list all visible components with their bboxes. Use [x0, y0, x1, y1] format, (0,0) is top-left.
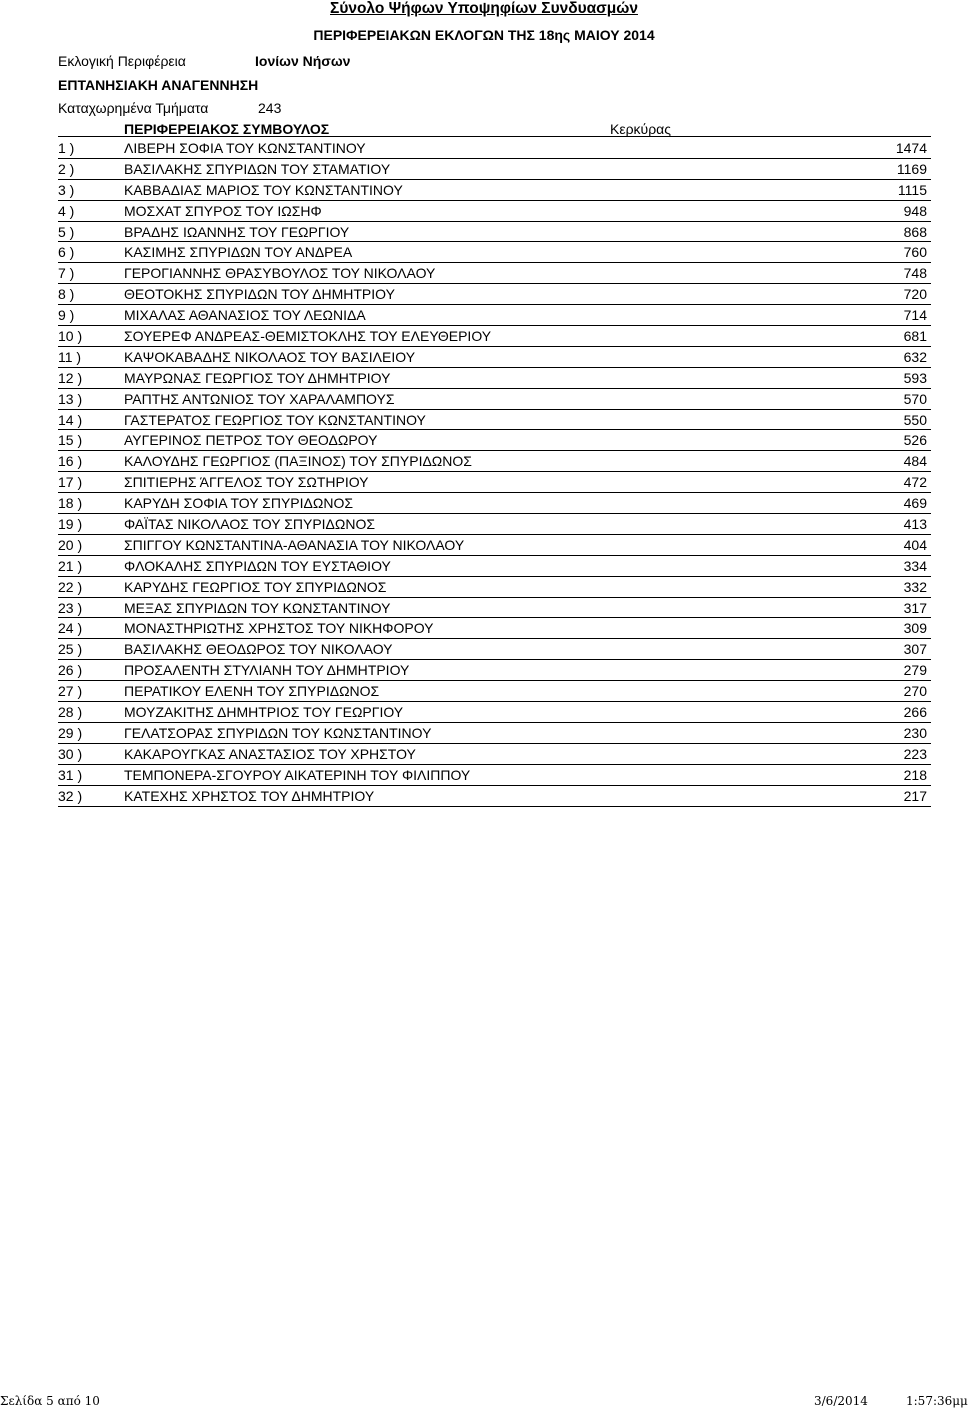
table-row [58, 744, 931, 765]
council-label: ΠΕΡΙΦΕΡΕΙΑΚΟΣ ΣΥΜΒΟΥΛΟΣ [124, 121, 330, 137]
candidate-name: ΜΟΣΧΑΤ ΣΠΥΡΟΣ ΤΟΥ ΙΩΣΗΦ [124, 202, 322, 219]
candidate-number: 4 ) [58, 202, 75, 219]
candidate-votes: 217 [903, 787, 927, 804]
candidate-name: ΚΑΡΥΔΗ ΣΟΦΙΑ ΤΟΥ ΣΠΥΡΙΔΩΝΟΣ [124, 495, 353, 512]
table-row [58, 284, 931, 305]
candidate-votes: 526 [903, 432, 927, 449]
table-row [58, 242, 931, 263]
candidate-votes: 279 [903, 662, 927, 679]
candidate-name: ΣΠΙΤΙΕΡΗΣ ΆΓΓΕΛΟΣ ΤΟΥ ΣΩΤΗΡΙΟΥ [124, 474, 369, 491]
candidate-votes: 1169 [896, 160, 927, 177]
table-row [58, 577, 931, 598]
candidate-number: 20 ) [58, 536, 83, 553]
candidate-number: 3 ) [58, 181, 75, 198]
candidate-list [58, 138, 931, 807]
candidate-name: ΓΑΣΤΕΡΑΤΟΣ ΓΕΩΡΓΙΟΣ ΤΟΥ ΚΩΝΣΤΑΝΤΙΝΟΥ [124, 411, 426, 428]
candidate-votes: 266 [903, 704, 927, 721]
candidate-votes: 760 [903, 244, 927, 261]
candidate-number: 9 ) [58, 307, 75, 324]
table-row [58, 639, 931, 660]
candidate-votes: 317 [903, 599, 927, 616]
candidate-name: ΚΑΚΑΡΟΥΓΚΑΣ ΑΝΑΣΤΑΣΙΟΣ ΤΟΥ ΧΡΗΣΤΟΥ [124, 745, 416, 762]
candidate-name: ΣΠΙΓΓΟΥ ΚΩΝΣΤΑΝΤΙΝΑ-ΑΘΑΝΑΣΙΑ ΤΟΥ ΝΙΚΟΛΑΟΥ [124, 536, 465, 553]
candidate-votes: 720 [903, 286, 927, 303]
table-row [58, 305, 931, 326]
candidate-votes: 484 [903, 453, 927, 470]
print-date: 3/6/2014 [814, 1394, 868, 1408]
candidate-number: 12 ) [58, 369, 83, 386]
candidate-votes: 334 [903, 557, 927, 574]
sections-value: 243 [258, 100, 282, 116]
candidate-name: ΚΑΒΒΑΔΙΑΣ ΜΑΡΙΟΣ ΤΟΥ ΚΩΝΣΤΑΝΤΙΝΟΥ [124, 181, 403, 198]
candidate-number: 30 ) [58, 745, 83, 762]
candidate-votes: 550 [903, 411, 927, 428]
candidate-name: ΑΥΓΕΡΙΝΟΣ ΠΕΤΡΟΣ ΤΟΥ ΘΕΟΔΩΡΟΥ [124, 432, 378, 449]
sections-label: Καταχωρημένα Τμήματα [58, 100, 209, 116]
candidate-votes: 593 [903, 369, 927, 386]
candidate-number: 6 ) [58, 244, 75, 261]
candidate-name: ΚΑΛΟΥΔΗΣ ΓΕΩΡΓΙΟΣ (ΠΑΞΙΝΟΣ) ΤΟΥ ΣΠΥΡΙΔΩΝΟΣ [124, 453, 472, 470]
table-row [58, 389, 931, 410]
candidate-votes: 270 [903, 683, 927, 700]
candidate-name: ΜΙΧΑΛΑΣ ΑΘΑΝΑΣΙΟΣ ΤΟΥ ΛΕΩΝΙΔΑ [124, 307, 366, 324]
candidate-name: ΜΑΥΡΩΝΑΣ ΓΕΩΡΓΙΟΣ ΤΟΥ ΔΗΜΗΤΡΙΟΥ [124, 369, 391, 386]
table-row [58, 410, 931, 431]
candidate-name: ΚΑΨΟΚΑΒΑΔΗΣ ΝΙΚΟΛΑΟΣ ΤΟΥ ΒΑΣΙΛΕΙΟΥ [124, 348, 416, 365]
candidate-name: ΚΑΡΥΔΗΣ ΓΕΩΡΓΙΟΣ ΤΟΥ ΣΠΥΡΙΔΩΝΟΣ [124, 578, 387, 595]
candidate-number: 24 ) [58, 620, 83, 637]
candidate-votes: 1474 [895, 140, 927, 156]
table-row [58, 159, 931, 180]
candidate-name: ΜΕΞΑΣ ΣΠΥΡΙΔΩΝ ΤΟΥ ΚΩΝΣΤΑΝΤΙΝΟΥ [124, 599, 391, 616]
candidate-votes: 868 [903, 223, 927, 240]
table-row [58, 201, 931, 222]
unit-label: Κερκύρας [610, 121, 672, 137]
table-row [58, 598, 931, 619]
candidate-name: ΓΕΛΑΤΣΟΡΑΣ ΣΠΥΡΙΔΩΝ ΤΟΥ ΚΩΝΣΤΑΝΤΙΝΟΥ [124, 724, 432, 741]
candidate-votes: 472 [903, 474, 927, 491]
candidate-number: 23 ) [58, 599, 83, 616]
table-row [58, 556, 931, 577]
candidate-number: 28 ) [58, 704, 83, 721]
candidate-votes: 681 [903, 328, 927, 345]
candidate-number: 27 ) [58, 683, 83, 700]
candidate-votes: 218 [903, 766, 927, 783]
candidate-votes: 307 [903, 641, 927, 658]
table-row [58, 138, 931, 159]
candidate-votes: 469 [903, 495, 927, 512]
report-subtitle: ΠΕΡΙΦΕΡΕΙΑΚΩΝ ΕΚΛΟΓΩΝ ΤΗΣ 18ης ΜΑΙΟΥ 2014 [313, 27, 655, 43]
candidate-votes: 1115 [897, 181, 927, 198]
table-row [58, 765, 931, 786]
table-row [58, 347, 931, 368]
candidate-votes: 230 [903, 724, 927, 741]
header-divider [58, 136, 931, 137]
candidate-name: ΠΡΟΣΑΛΕΝΤΗ ΣΤΥΛΙΑΝΗ ΤΟΥ ΔΗΜΗΤΡΙΟΥ [124, 662, 410, 679]
region-value: Ιονίων Νήσων [255, 53, 351, 69]
candidate-number: 5 ) [58, 223, 75, 240]
table-row [58, 660, 931, 681]
candidate-votes: 413 [903, 516, 927, 533]
candidate-number: 8 ) [58, 286, 75, 303]
candidate-votes: 714 [903, 307, 927, 324]
candidate-number: 21 ) [58, 557, 83, 574]
table-row [58, 535, 931, 556]
candidate-number: 15 ) [58, 432, 83, 449]
candidate-number: 7 ) [58, 265, 75, 282]
candidate-name: ΜΟΥΖΑΚΙΤΗΣ ΔΗΜΗΤΡΙΟΣ ΤΟΥ ΓΕΩΡΓΙΟΥ [124, 704, 404, 721]
table-row [58, 472, 931, 493]
candidate-name: ΚΑΣΙΜΗΣ ΣΠΥΡΙΔΩΝ ΤΟΥ ΑΝΔΡΕΑ [124, 244, 353, 261]
table-row [58, 514, 931, 535]
candidate-number: 26 ) [58, 662, 83, 679]
candidate-number: 13 ) [58, 390, 83, 407]
candidate-name: ΣΟΥΕΡΕΦ ΑΝΔΡΕΑΣ-ΘΕΜΙΣΤΟΚΛΗΣ ΤΟΥ ΕΛΕΥΘΕΡΙΟΥ [124, 328, 492, 345]
table-row [58, 368, 931, 389]
candidate-name: ΛΙΒΕΡΗ ΣΟΦΙΑ ΤΟΥ ΚΩΝΣΤΑΝΤΙΝΟΥ [124, 140, 366, 156]
candidate-number: 14 ) [58, 411, 83, 428]
candidate-votes: 570 [903, 390, 927, 407]
table-row [58, 326, 931, 347]
candidate-number: 18 ) [58, 495, 83, 512]
candidate-number: 29 ) [58, 724, 83, 741]
candidate-name: ΒΡΑΔΗΣ ΙΩΑΝΝΗΣ ΤΟΥ ΓΕΩΡΓΙΟΥ [124, 223, 350, 240]
table-row [58, 222, 931, 243]
candidate-number: 32 ) [58, 787, 83, 804]
table-row [58, 180, 931, 201]
candidate-number: 31 ) [58, 766, 83, 783]
report-title: Σύνολο Ψήφων Υποψηφίων Συνδυασμών [330, 0, 638, 17]
candidate-name: ΜΟΝΑΣΤΗΡΙΩΤΗΣ ΧΡΗΣΤΟΣ ΤΟΥ ΝΙΚΗΦΟΡΟΥ [124, 620, 434, 637]
table-row [58, 263, 931, 284]
candidate-name: ΤΕΜΠΟΝΕΡΑ-ΣΓΟΥΡΟΥ ΑΙΚΑΤΕΡΙΝΗ ΤΟΥ ΦΙΛΙΠΠΟΥ [124, 766, 471, 783]
candidate-name: ΘΕΟΤΟΚΗΣ ΣΠΥΡΙΔΩΝ ΤΟΥ ΔΗΜΗΤΡΙΟΥ [124, 286, 395, 303]
region-label: Εκλογική Περιφέρεια [58, 53, 186, 69]
candidate-name: ΦΛΟΚΑΛΗΣ ΣΠΥΡΙΔΩΝ ΤΟΥ ΕΥΣΤΑΘΙΟΥ [124, 557, 391, 574]
table-row [58, 702, 931, 723]
candidate-name: ΠΕΡΑΤΙΚΟΥ ΕΛΕΝΗ ΤΟΥ ΣΠΥΡΙΔΩΝΟΣ [124, 683, 380, 700]
party-name: ΕΠΤΑΝΗΣΙΑΚΗ ΑΝΑΓΕΝΝΗΣΗ [58, 77, 259, 93]
candidate-name: ΒΑΣΙΛΑΚΗΣ ΘΕΟΔΩΡΟΣ ΤΟΥ ΝΙΚΟΛΑΟΥ [124, 641, 393, 658]
candidate-number: 10 ) [58, 328, 83, 345]
candidate-number: 17 ) [58, 474, 83, 491]
candidate-votes: 404 [903, 536, 927, 553]
candidate-name: ΚΑΤΕΧΗΣ ΧΡΗΣΤΟΣ ΤΟΥ ΔΗΜΗΤΡΙΟΥ [124, 787, 375, 804]
candidate-number: 16 ) [58, 453, 83, 470]
candidate-name: ΦΑΪΤΑΣ ΝΙΚΟΛΑΟΣ ΤΟΥ ΣΠΥΡΙΔΩΝΟΣ [124, 516, 376, 533]
table-row [58, 451, 931, 472]
page-number: Σελίδα 5 από 10 [0, 1394, 100, 1408]
candidate-votes: 332 [903, 578, 927, 595]
table-row [58, 430, 931, 451]
candidate-votes: 309 [903, 620, 927, 637]
candidate-votes: 223 [903, 745, 927, 762]
candidate-votes: 748 [903, 265, 927, 282]
candidate-votes: 632 [903, 348, 927, 365]
candidate-name: ΒΑΣΙΛΑΚΗΣ ΣΠΥΡΙΔΩΝ ΤΟΥ ΣΤΑΜΑΤΙΟΥ [124, 160, 391, 177]
table-row [58, 493, 931, 514]
candidate-name: ΓΕΡΟΓΙΑΝΝΗΣ ΘΡΑΣΥΒΟΥΛΟΣ ΤΟΥ ΝΙΚΟΛΑΟΥ [124, 265, 436, 282]
candidate-number: 25 ) [58, 641, 83, 658]
candidate-number: 11 ) [58, 348, 82, 365]
table-row [58, 723, 931, 744]
candidate-number: 22 ) [58, 578, 83, 595]
candidate-number: 1 ) [58, 140, 75, 156]
candidate-votes: 948 [903, 202, 927, 219]
candidate-number: 19 ) [58, 516, 83, 533]
candidate-number: 2 ) [58, 160, 75, 177]
table-row [58, 618, 931, 639]
table-row [58, 786, 931, 807]
print-time: 1:57:36μμ [906, 1394, 968, 1408]
table-row [58, 681, 931, 702]
candidate-name: ΡΑΠΤΗΣ ΑΝΤΩΝΙΟΣ ΤΟΥ ΧΑΡΑΛΑΜΠΟΥΣ [124, 390, 395, 407]
